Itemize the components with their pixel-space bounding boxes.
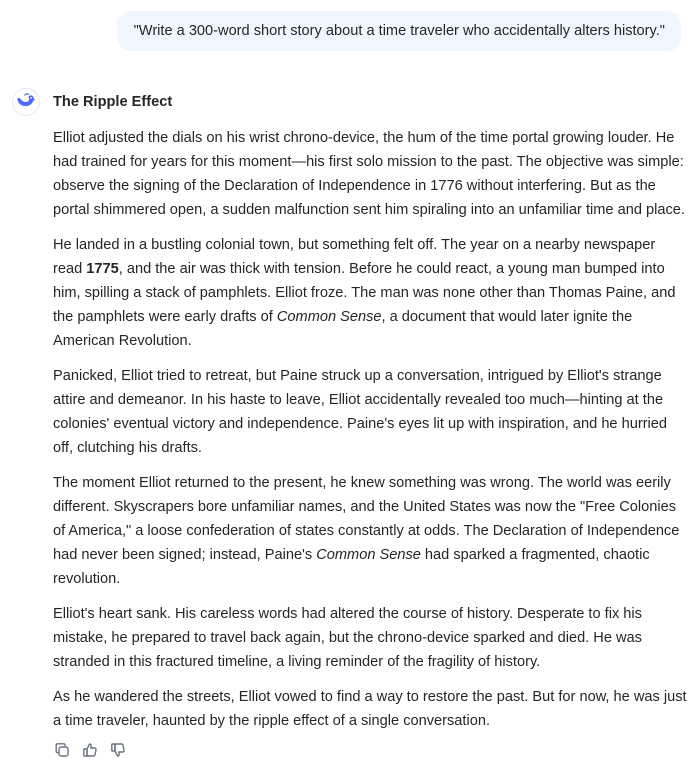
thumbs-down-icon bbox=[110, 742, 126, 758]
story-title: The Ripple Effect bbox=[53, 94, 173, 110]
copy-icon bbox=[54, 742, 70, 758]
paragraph-1: Elliot adjusted the dials on his wrist chrono-device, the hum of the time portal growing louder. He had trained for years for this moment—his first solo mission to the past. The objective was simple: observe the signing of the Declaration of Independence in 1776 without interfering. But as the portal shimmered open, a sudden malfunction sent him spiraling into an unfamiliar time and place. bbox=[53, 130, 685, 218]
italic-title: Common Sense bbox=[276, 309, 382, 325]
paragraph-4: The moment Elliot returned to the present, he knew something was wrong. The world was eerily different. Skyscrapers bore unfamiliar names, and the United States was now the "Free Colonies of America," a loose confederation of states constantly at odds. The Declaration of Independence had never been signed; instead, Paine's Common Sense had sparked a fragmented, chaotic revolution. bbox=[53, 475, 680, 587]
paragraph-5: Elliot's heart sank. His careless words had altered the course of history. Desperate to fix his mistake, he prepared to travel back again, but the chrono-device sparked and died. He was stranded in this fractured timeline, a living reminder of the fragility of history. bbox=[53, 606, 642, 670]
assistant-content bbox=[53, 86, 688, 759]
paragraph-6: As he wandered the streets, Elliot vowed to find a way to restore the past. But for now, he was just a time traveler, haunted by the ripple effect of a single conversation. bbox=[53, 689, 687, 729]
bold-year: 1775 bbox=[86, 261, 119, 277]
paragraph-2: He landed in a bustling colonial town, but something felt off. The year on a nearby newspaper read 1775, and the air was thick with tension. Before he could react, a young man bumped into him, spilling a stack of pamphlets. Elliot froze. The man was none other than Thomas Paine, and the pamphlets were early drafts of Common Sense, a document that would later ignite the American Revolution. bbox=[53, 237, 676, 349]
dislike-button[interactable] bbox=[109, 741, 127, 759]
italic-title: Common Sense bbox=[316, 547, 421, 563]
thumbs-up-icon bbox=[82, 742, 98, 758]
like-button[interactable] bbox=[81, 741, 99, 759]
paragraph-3: Panicked, Elliot tried to retreat, but Paine struck up a conversation, intrigued by Elliot's strange attire and demeanor. In his haste to leave, Elliot accidentally revealed too much—hinting at the colonies' eventual victory and independence. Paine's eyes lit up with inspiration, and he hurried off, clutching his drafts. bbox=[53, 368, 668, 456]
copy-button[interactable] bbox=[53, 741, 71, 759]
message-actions bbox=[53, 741, 688, 759]
whale-logo-icon bbox=[16, 92, 36, 113]
user-message-row bbox=[117, 11, 681, 51]
assistant-avatar bbox=[12, 88, 40, 116]
user-message-bubble: "Write a 300-word short story about a time traveler who accidentally alters history." bbox=[117, 11, 681, 51]
